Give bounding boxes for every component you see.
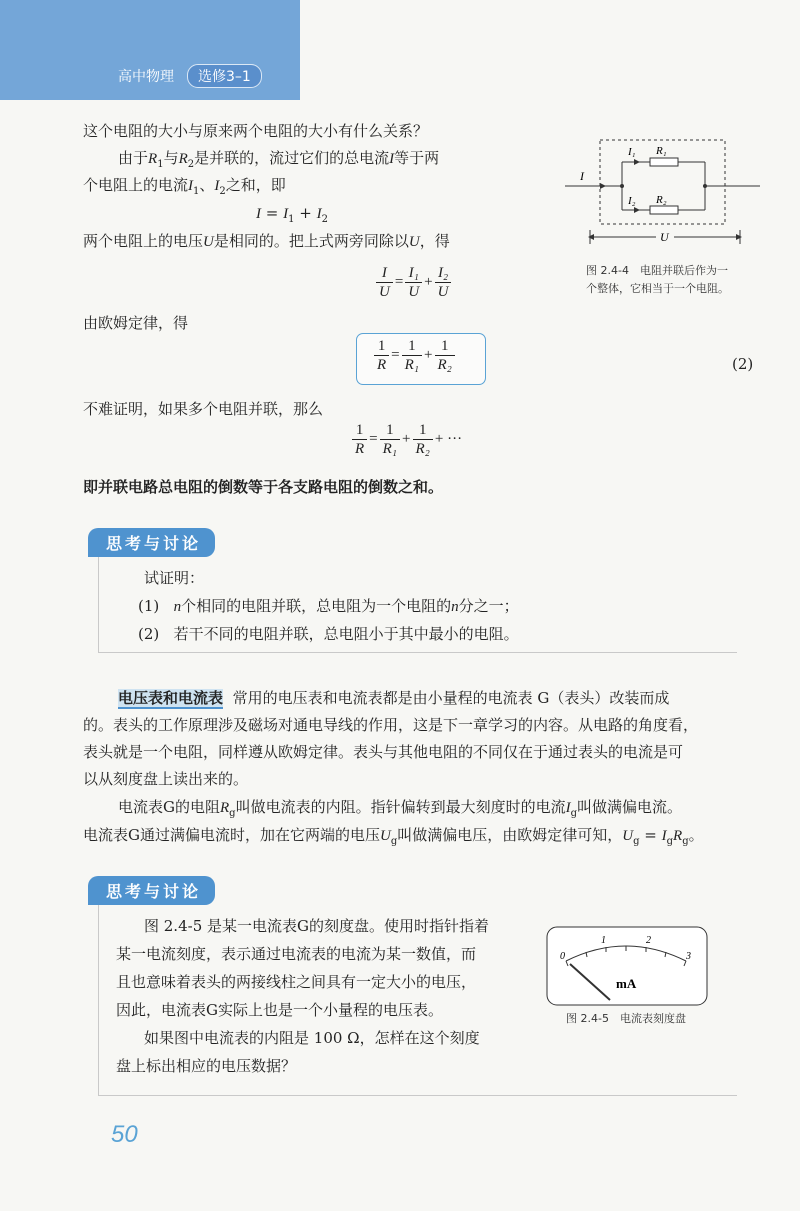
parallel-circuit-diagram [560,130,780,260]
figure-caption-2-4-4: 图 2.4-4 电阻并联后作为一 个整体，它相当于一个电阻。 [586,264,729,295]
current-arrow-icon [600,183,606,189]
discussion2-line-3: 且也意味着表头的两接线柱之间具有一定大小的电压， [116,973,477,991]
label-U: U [660,230,669,244]
label-I: I [580,169,584,183]
discussion2-line-2: 某一电流刻度，表示通过电流表的电流为某一数值，而 [116,945,477,963]
resistor-r2 [650,206,678,214]
discussion-tag-1: 思考与讨论 [88,528,215,557]
paragraph-multiple: 不难证明，如果多个电阻并联，那么 [83,400,324,418]
tick-label-0: 0 [560,951,565,962]
label-R2: R₂ [656,194,667,206]
paragraph-current-sum: 个电阻上的电流$I_1$、$I_2$之和，即 [83,176,286,197]
equation-number: (2) [732,355,754,373]
discussion2-line-4: 因此，电流表G实际上也是一个小量程的电压表。 [116,1001,443,1019]
figure-caption-2-4-5: 图 2.4-5 电流表刻度盘 [566,1012,686,1025]
paragraph-question: 这个电阻的大小与原来两个电阻的大小有什么关系？ [83,122,429,140]
tick-label-2: 2 [646,935,651,946]
equation-divided: $\frac{I}{U}$ = $\frac{\text{I₁}}{U}$ + $\frac{\text{I₂}}{U}$ [376,264,451,301]
discussion-tag-2: 思考与讨论 [88,876,215,905]
ammeter-dial-figure [546,926,708,1006]
discussion2-line-6: 盘上标出相应的电压数据？ [116,1057,297,1075]
section-title: 电压表和电流表 [118,689,224,707]
dial-unit-label: mA [616,976,637,991]
tick-label-3: 3 [686,951,691,962]
conclusion-statement: 即并联电路总电阻的倒数等于各支路电阻的倒数之和。 [83,478,444,496]
discussion-item-2: (2) 若干不同的电阻并联，总电阻小于其中最小的电阻。 [138,625,519,643]
equation-current: $I = I_1 + I_2$ [256,204,328,225]
discussion-item-1: (1) n个相同的电阻并联，总电阻为一个电阻的n分之一； [138,597,519,615]
label-I2: I₂ [628,195,636,207]
discussion2-line-1: 图 2.4-5 是某一电流表G的刻度盘。使用时指针指着 [144,917,489,935]
section-line-5: 电流表G的电阻$R_g$叫做电流表的内阻。指针偏转到最大刻度时的电流$I_g$叫做满偏电流。 [118,798,682,819]
tick-label-1: 1 [601,935,606,946]
paragraph-ohm: 由欧姆定律，得 [83,314,189,332]
paragraph-voltage: 两个电阻上的电压U是相同的。把上式两旁同除以U，得 [83,232,450,250]
equation-multiple: $\frac{1}{R}$ = $\frac{1}{\text{R₁}}$ + $\frac{1}{\text{R₂}}$ + ··· [352,421,464,458]
label-R1: R₁ [656,145,667,157]
discussion-intro: 试证明： [144,569,205,587]
section-line-1: 电压表和电流表 常用的电压表和电流表都是由小量程的电流表 G（表头）改装而成 [118,689,670,707]
equation-parallel-resistance: $\frac{1}{R}$ = $\frac{1}{\text{R₁}}$ + $\frac{1}{\text{R₂}}$ [374,337,455,374]
book-title: 高中物理 [118,69,174,85]
paragraph-parallel: 由于$R_1$与$R_2$是并联的，流过它们的总电流I等于两 [118,149,440,170]
discussion2-line-5: 如果图中电流表的内阻是 100 Ω，怎样在这个刻度 [144,1029,480,1047]
resistor-r1 [650,158,678,166]
section-line-2: 的。表头的工作原理涉及磁场对通电导线的作用，这是下一章学习的内容。从电路的角度看， [83,716,699,734]
section-line-6: 电流表G通过满偏电流时，加在它两端的电压$U_g$叫做满偏电压，由欧姆定律可知，$U_g = I_gR_g$。 [83,826,704,847]
page-number: 50 [111,1121,138,1148]
section-line-3: 表头就是一个电阻，同样遵从欧姆定律。表头与其他电阻的不同仅在于通过表头的电流是可 [83,743,684,761]
label-I1: I₁ [628,146,636,158]
section-line-4: 以从刻度盘上读出来的。 [83,770,249,788]
volume-badge: 选修3–1 [187,64,262,88]
